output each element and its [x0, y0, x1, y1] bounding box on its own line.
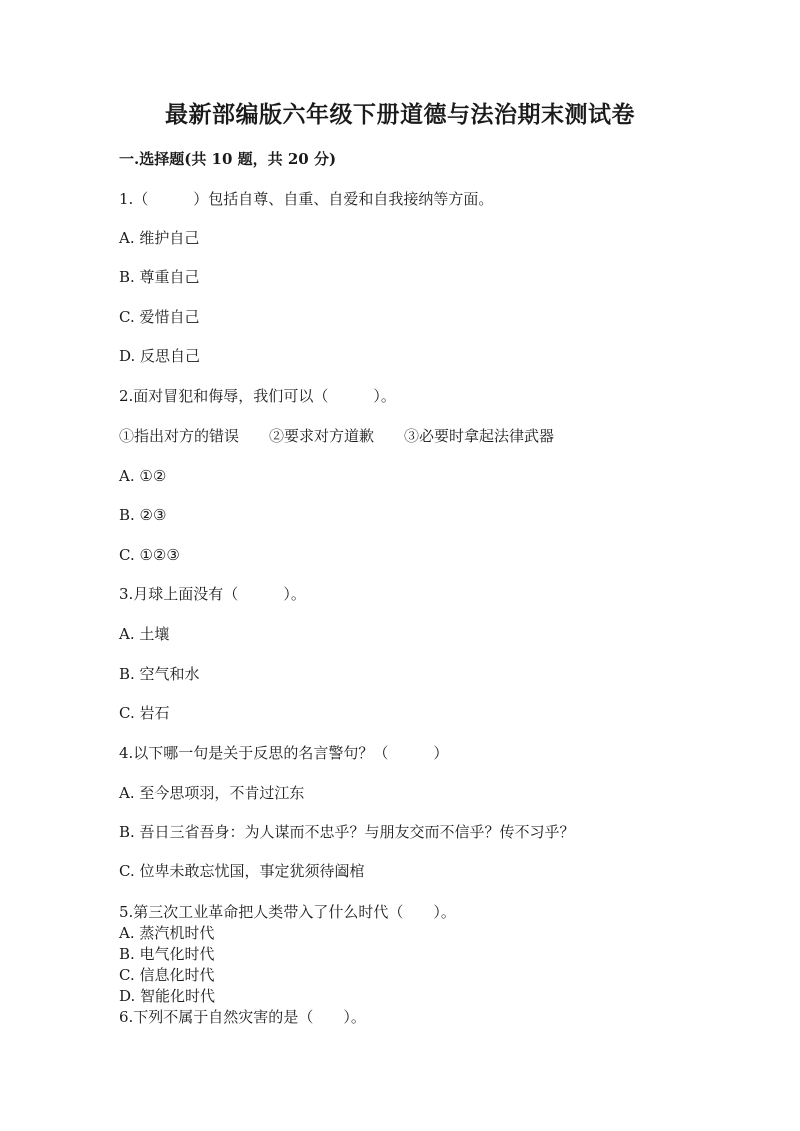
- question-5-stem: 5.第三次工业革命把人类带入了什么时代（ ）。: [119, 903, 456, 921]
- question-4-stem: 4.以下哪一句是关于反思的名言警句？（ ）: [119, 744, 449, 762]
- question-3-option-b: B. 空气和水: [119, 665, 200, 683]
- question-2-option-b: B. ②③: [119, 506, 167, 524]
- question-4-option-b: B. 吾日三省吾身：为人谋而不忠乎？与朋友交而不信乎？传不习乎？: [119, 823, 575, 841]
- question-2-option-c: C. ①②③: [119, 546, 180, 564]
- question-2-option-a: A. ①②: [119, 467, 167, 485]
- question-4-option-c: C. 位卑未敢忘忧国，事定犹须待阖棺: [119, 862, 365, 880]
- question-5-option-d: D. 智能化时代: [119, 987, 216, 1005]
- question-4-option-a: A. 至今思项羽，不肯过江东: [119, 784, 305, 802]
- question-3-stem: 3.月球上面没有（ ）。: [119, 585, 306, 603]
- question-3-option-a: A. 土壤: [119, 625, 170, 643]
- question-2-stem: 2.面对冒犯和侮辱，我们可以（ ）。: [119, 387, 396, 405]
- section-heading: 一.选择题(共 10 题，共 20 分): [119, 150, 337, 168]
- exam-title: 最新部编版六年级下册道德与法治期末测试卷: [165, 101, 635, 128]
- question-6-stem: 6.下列不属于自然灾害的是（ ）。: [119, 1008, 366, 1026]
- question-1-option-d: D. 反思自己: [119, 347, 201, 365]
- question-3-option-c: C. 岩石: [119, 704, 170, 722]
- question-5-option-a: A. 蒸汽机时代: [119, 924, 215, 942]
- question-1-option-b: B. 尊重自己: [119, 268, 200, 286]
- question-5-option-c: C. 信息化时代: [119, 966, 215, 984]
- question-1-option-a: A. 维护自己: [119, 229, 200, 247]
- question-1-stem: 1.（ ）包括自尊、自重、自爱和自我接纳等方面。: [119, 190, 494, 208]
- question-5-option-b: B. 电气化时代: [119, 945, 215, 963]
- question-1-option-c: C. 爱惜自己: [119, 308, 200, 326]
- question-2-note: ①指出对方的错误 ②要求对方道歉 ③必要时拿起法律武器: [119, 427, 555, 445]
